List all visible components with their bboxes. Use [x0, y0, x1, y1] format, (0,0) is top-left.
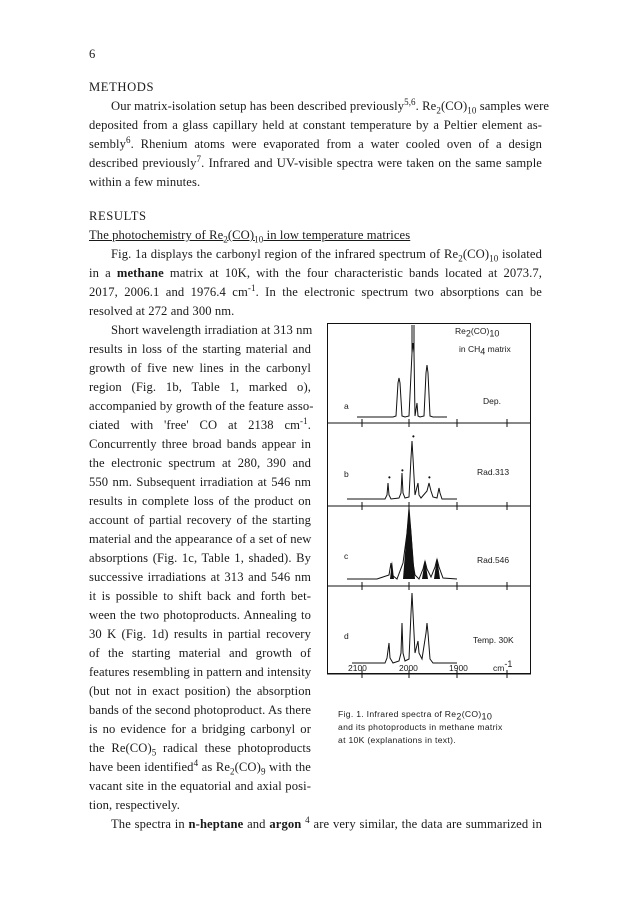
x-unit-label: $cm^{-1}$	[493, 659, 513, 673]
p2-line: tion, respectively.	[89, 798, 180, 812]
p2-line: ween the two photoproducts. Annealing to	[89, 608, 311, 622]
methods-line-5: within a few minutes.	[89, 175, 201, 189]
panel-label-a: Dep.	[483, 396, 501, 406]
methods-line-2: deposited from a glass capillary held at constant temperature by a Peltier element as-	[89, 118, 542, 132]
x-tick-label: 2000	[399, 663, 418, 673]
p2-line: 550 nm. Subsequent irradiation at 546 nm	[89, 475, 311, 489]
p2-line: the electronic spectrum at 280, 390 and	[89, 456, 311, 470]
figure-title: $Re_2(CO)_{10}$	[455, 326, 500, 339]
p2-line: (but not in exact position) the absorption	[89, 684, 311, 698]
p2-line: is no evidence for a bridging carbonyl or	[89, 722, 311, 736]
results-subheading: The photochemistry of $Re_2(CO)_{10}$ in low temperature matrices	[89, 228, 411, 245]
panel-label-c: Rad.546	[477, 555, 510, 565]
p2-line: bands of the second photoproduct. As there	[89, 703, 312, 717]
marker-o: •	[401, 466, 404, 475]
p2-line: ciated with 'free' CO at 2138 $cm^{-1}$.	[89, 415, 311, 432]
p2-line: growth of five new lines in the carbonyl	[89, 361, 311, 375]
panel-letter-a: a	[344, 401, 349, 411]
panel-letter-d: d	[344, 631, 349, 641]
caption-line: at 10K (explanations in text).	[338, 735, 456, 745]
p2-line: account of partial recovery of the starting	[89, 513, 311, 527]
spectrum-d	[352, 593, 457, 663]
results-p3: The spectra in n-heptane and argon $^4$ are very similar, the data are summarized in	[111, 814, 543, 831]
p2-line: results in loss of the starting material and	[89, 342, 311, 356]
p2-line: 30 K (Fig. 1d) results in partial recovery	[89, 627, 311, 641]
results-p2	[89, 321, 314, 815]
panel-label-d: Temp. 30K	[473, 635, 514, 645]
results-p1-line-1: Fig. 1a displays the carbonyl region of the infrared spectrum of $Re_2(CO)_{10}$ isolated	[111, 247, 542, 264]
results-p1-line-2: in a methane matrix at 10K, with the four characteristic bands located at 2073.7,	[89, 266, 543, 280]
p2-line: the $Re(CO)_5$ radical these photoproducts	[89, 741, 312, 758]
p2-line: absorptions (Fig. 1c, Table 1, shaded). By	[89, 551, 311, 565]
shaded-peak	[403, 511, 415, 579]
page-number: 6	[89, 47, 96, 61]
panel-label-b: Rad.313	[477, 467, 510, 477]
marker-o: •	[412, 432, 415, 441]
figure-matrix-label: in $CH_4$ matrix	[459, 344, 511, 357]
spectrum-a-tall	[412, 325, 414, 353]
spectrum-c	[347, 508, 457, 579]
x-tick-label: 1900	[449, 663, 468, 673]
p2-line: results in complete loss of the product on	[89, 494, 311, 508]
p2-line: Concurrently three broad bands appear in	[89, 437, 311, 451]
p2-line: of the starting material and growth of	[89, 646, 311, 660]
p2-line: have been identified$^4$ as $Re_2(CO)_9$ with the	[89, 757, 311, 777]
caption-line: Fig. 1. Infrared spectra of $Re_2(CO)_{10}$	[338, 709, 493, 722]
ir-spectra-plot	[327, 323, 543, 678]
results-p1-line-4: resolved at 272 and 300 nm.	[89, 304, 235, 318]
p2-line: vacant site in the equatorial and axial posi-	[89, 779, 311, 793]
p2-line: successive irradiations at 313 and 546 nm	[89, 570, 311, 584]
x-tick-label: 2100	[348, 663, 367, 673]
p2-line: features resembling in pattern and intensity	[89, 665, 312, 679]
p2-line: region (Fig. 1b, Table 1, marked o),	[89, 380, 311, 394]
methods-line-3: sembly$^6$. Rhenium atoms were evaporated from a water cooled oven of a design	[89, 134, 542, 151]
spectrum-a	[357, 343, 447, 417]
marker-o: •	[428, 473, 431, 482]
results-heading: RESULTS	[89, 209, 147, 223]
methods-line-4: described previously$^7$. Infrared and UV-visible spectra were taken on the same sample	[89, 153, 542, 170]
figure-1	[327, 323, 543, 678]
p2-line: Short wavelength irradiation at 313 nm	[111, 323, 313, 337]
p2-line: it is possible to shift back and forth bet-	[89, 589, 311, 603]
methods-line-1: Our matrix-isolation setup has been described previously$^{5,6}$. $Re_2(CO)_{10}$ samples were	[111, 96, 550, 116]
caption-line: and its photoproducts in methane matrix	[338, 722, 503, 732]
p2-line: material and the appearance of a set of new	[89, 532, 312, 546]
p2-line: accompanied by growth of the feature asso-	[89, 399, 314, 413]
panel-letter-c: c	[344, 551, 349, 561]
panel-letter-b: b	[344, 469, 349, 479]
methods-heading: METHODS	[89, 80, 155, 94]
results-p1-line-3: 2017, 2006.1 and 1976.4 $cm^{-1}$. In the electronic spectrum two absorptions can be	[89, 282, 542, 299]
marker-o: •	[388, 473, 391, 482]
figure-caption	[338, 708, 503, 747]
